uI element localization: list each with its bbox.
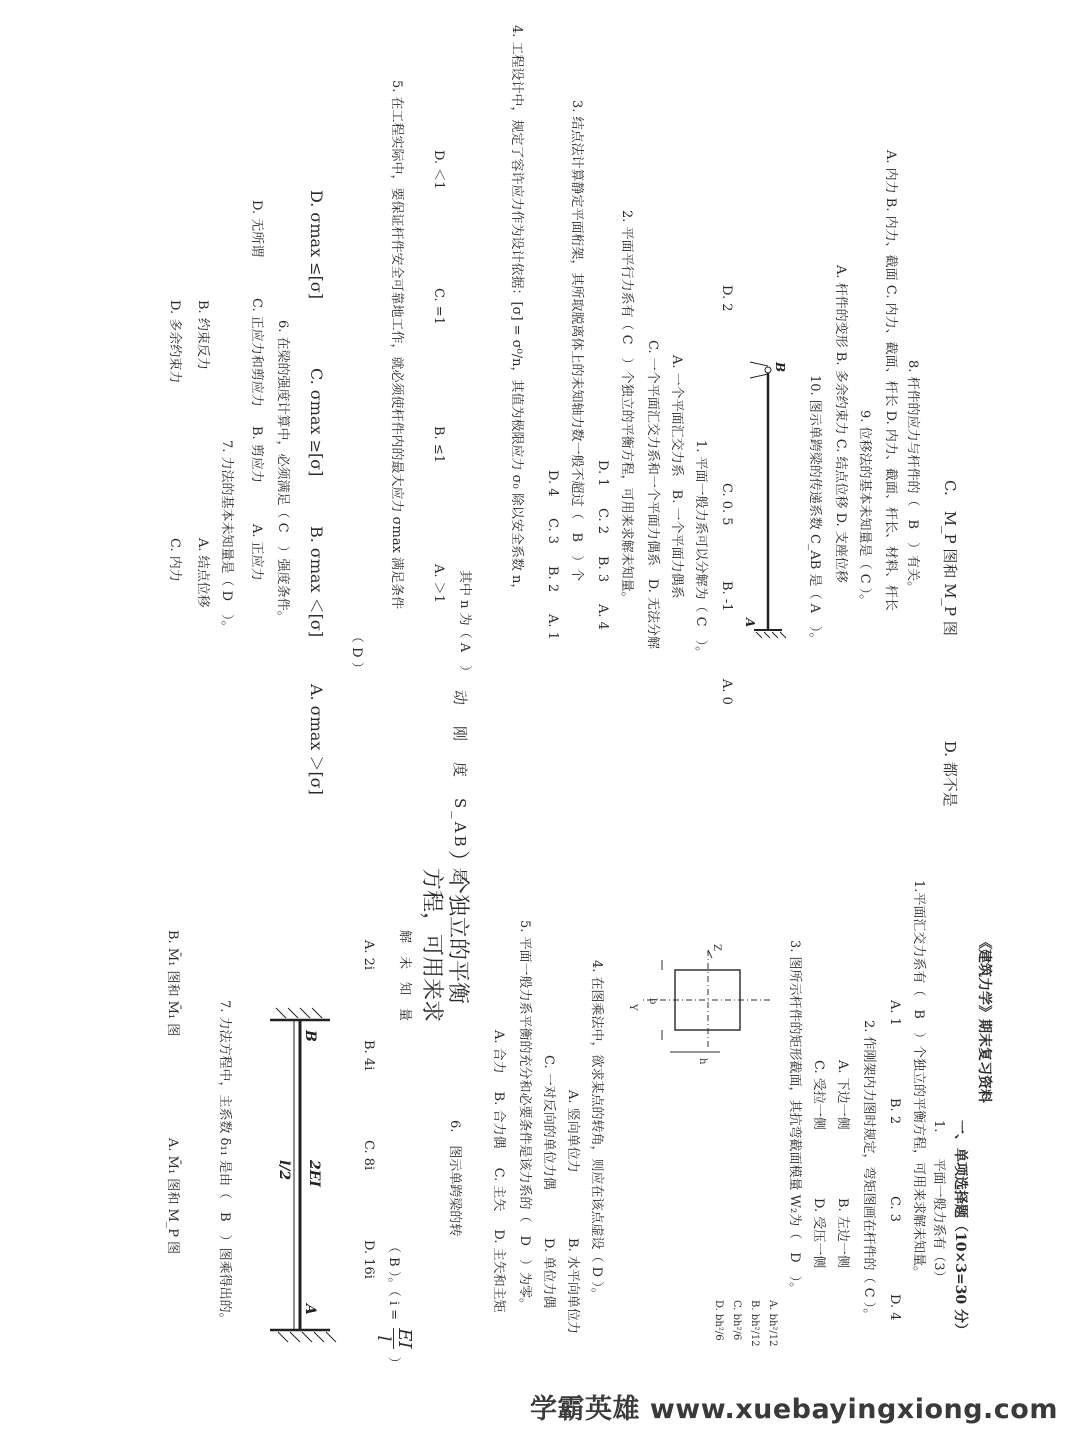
option: A. σmax ＞[σ] bbox=[307, 684, 326, 795]
option: D. 多余约束力 bbox=[167, 300, 182, 384]
q3-option-b: B. bh²/12 bbox=[749, 1300, 760, 1347]
option: B. 4i bbox=[361, 1040, 376, 1071]
part2-question-6-options bbox=[248, 200, 264, 622]
height-label: h bbox=[697, 1058, 708, 1065]
document-title: 《建筑力学》期末复习资料 bbox=[976, 935, 992, 1103]
option: A. ＞1 bbox=[431, 564, 446, 603]
question-10-options bbox=[718, 285, 734, 777]
option: C. σmax ≥[σ] bbox=[307, 368, 326, 477]
option: A. M̄₁ 图和 M_P 图 bbox=[165, 1138, 180, 1255]
option-d: D. 都不是 bbox=[941, 740, 959, 807]
option: B. 3 bbox=[595, 556, 610, 583]
end-b-label: B bbox=[773, 362, 787, 373]
question-3: 3. 图所示杆件的矩形截面，其抗弯截面模量 W₂为（ D ）。 bbox=[787, 940, 802, 1296]
q3-option-c: C. bh²/6 bbox=[731, 1300, 742, 1341]
axis-z-label: Z bbox=[711, 944, 722, 951]
footer-watermark: 学霸英雄 www.xuebayingxiong.com bbox=[529, 1394, 1058, 1425]
option: D. 4 bbox=[887, 1294, 902, 1321]
option: A. 4 bbox=[595, 604, 610, 630]
option: B. ≤1 bbox=[431, 426, 446, 463]
q3-option-a: A. bh²/12 bbox=[767, 1300, 778, 1347]
option: C. 3 bbox=[887, 1196, 902, 1223]
option: C. 受拉一侧 bbox=[811, 1060, 826, 1130]
cantilever-beam-figure bbox=[742, 360, 790, 640]
overlay-fragment-2: 方程，可用来求 bbox=[419, 868, 444, 1023]
option: B. 水平向单位力 bbox=[565, 1238, 580, 1334]
question-9-options: A. 杆件的变形 B. 多余约束力 C. 结点位移 D. 支座位移 bbox=[833, 265, 848, 583]
part2-question-3-options bbox=[544, 470, 560, 712]
question-9: 9. 位移法的基本未知量是（ C ）。 bbox=[857, 410, 872, 608]
support-b-label: A bbox=[302, 1304, 318, 1315]
option: B. σmax ＜[σ] bbox=[307, 526, 326, 638]
option: A. 0 bbox=[719, 679, 734, 705]
question-1: 1.平面汇交力系有（ B ）个独立的平衡方程，可用来求解未知量。 bbox=[911, 880, 926, 1279]
part2-question-2-options bbox=[594, 460, 610, 702]
fraction-numerator: EI bbox=[394, 1328, 415, 1349]
beam-ei-label: 2EI bbox=[306, 1160, 322, 1187]
part2-question-5-b: （ D ） bbox=[349, 630, 364, 675]
part2-question-4-options bbox=[430, 150, 446, 662]
option: D. 单位力偶 bbox=[541, 1238, 556, 1309]
option: D. ＜1 bbox=[431, 150, 446, 190]
part2-question-1: 1. 平面一般力系可以分解为（ C ）。 bbox=[693, 440, 708, 660]
option: D. 无所谓 bbox=[249, 200, 264, 258]
option-c-line bbox=[942, 480, 958, 807]
section-heading: 一、单项选择题（10×3=30 分） bbox=[952, 1120, 968, 1338]
part2-question-1-a: A. 一个平面汇交力系 B. 一个平面力偶系 bbox=[669, 355, 684, 599]
q6-close: ） bbox=[386, 1356, 401, 1370]
q6-prefix: （ B ）。（ i = bbox=[386, 1240, 401, 1321]
part2-question-5-options bbox=[308, 190, 324, 813]
part2-question-7-options-row1 bbox=[194, 300, 210, 636]
option: C. 0. 5 bbox=[719, 483, 734, 526]
option: A. 结点位移 bbox=[195, 538, 210, 608]
option: A. 1 bbox=[545, 614, 560, 640]
overlay-fragment-3: 解 未 知 量 bbox=[397, 930, 412, 1022]
beam-length-label: l/2 bbox=[276, 1160, 292, 1181]
option: C. 内力 bbox=[167, 538, 182, 582]
option: B. 左边一侧 bbox=[835, 1198, 850, 1268]
option-c: C. M_P 图和 M_P 图 bbox=[941, 480, 959, 636]
question-2: 2. 作刚架内力图时规定，弯矩图画在杆件的（ C ）。 bbox=[861, 1020, 876, 1322]
part2-question-7: 7. 力法的基本未知量是（ D ）。 bbox=[219, 440, 234, 634]
question-10: 10. 图示单跨梁的传递系数 C_AB 是（ A ）。 bbox=[807, 375, 822, 646]
axis-y-label: Y bbox=[627, 1004, 638, 1011]
option: C. 正应力和剪应力 bbox=[249, 298, 264, 407]
question-8: 8. 杆件的应力与杆件的（ B ）有关。 bbox=[905, 360, 920, 595]
support-a-label: B bbox=[302, 1030, 318, 1042]
option: B. 剪应力 bbox=[249, 426, 264, 483]
option: D. 4 bbox=[545, 470, 560, 497]
option: A. 下边一侧 bbox=[835, 1060, 850, 1130]
overlay-fragment-1: ）个独立的平衡 bbox=[445, 850, 470, 1005]
question-4: 4. 在图乘法中，欲求某点的转角，则应在该点虚设（ D ）。 bbox=[589, 960, 604, 1301]
option: C. 主矢 bbox=[491, 1167, 506, 1212]
option: B. 2 bbox=[545, 566, 560, 593]
overlay-fragment-4: 动 刚 度 S_AB 是 bbox=[451, 690, 469, 886]
part2-question-2: 2. 平面平行力系有（ C ）个独立的平衡方程，可用来求解未知量。 bbox=[619, 210, 634, 605]
option: A. 1 bbox=[887, 1000, 902, 1026]
fraction-denominator: l bbox=[373, 1335, 394, 1342]
option: C. 3 bbox=[545, 518, 560, 545]
option: B. 约束反力 bbox=[195, 300, 210, 370]
option: C. 一对反向的单位力偶 bbox=[541, 1055, 556, 1190]
q-line-1: 1. 平面一般力系有（3） bbox=[931, 1120, 946, 1284]
end-a-label: A bbox=[743, 618, 757, 628]
part2-question-3: 3. 结点法计算静定平面桁架，其所取脱离体上的未知轴力数一般不超过（ B ）个 bbox=[569, 100, 584, 582]
option: B. 2 bbox=[887, 1098, 902, 1125]
question-7: 7. 力法方程中，主系数 δ₁₁ 是由（ B ）图乘得出的。 bbox=[217, 1000, 232, 1326]
option: B. M̄₁ 图和 M̄₁ 图 bbox=[165, 930, 180, 1037]
part2-question-5: 5. 在工程实际中，要保证杆件安全可靠地工作，就必须使杆件内的最大应力 σmax 满足条件 bbox=[389, 80, 404, 610]
part2-question-4: 4. 工程设计中，规定了容许应力作为设计依据：[σ] = σ⁰/n，其值为极限应力 σ₀ 除以安全系数 n， bbox=[509, 25, 524, 597]
option: A. 2i bbox=[361, 940, 376, 971]
option: A. 竖向单位力 bbox=[565, 1090, 580, 1173]
question-6: 6. 图示单跨梁的转 bbox=[447, 1120, 462, 1237]
option: A. 合力 bbox=[491, 1030, 506, 1074]
option: C. =1 bbox=[431, 288, 446, 325]
option: D. 16i bbox=[361, 1240, 376, 1279]
q3-option-d: D. bh²/6 bbox=[713, 1300, 724, 1341]
part2-question-6: 6. 在梁的强度计算中，必须满足（ C ）强度条件。 bbox=[275, 320, 290, 624]
option: D. 2 bbox=[719, 285, 734, 312]
part2-question-4-b: 其中 n 为（ A ） bbox=[457, 570, 472, 679]
option: C. 2 bbox=[595, 508, 610, 535]
part2-question-7-options-row2 bbox=[166, 300, 182, 636]
option: D. 受压一侧 bbox=[811, 1198, 826, 1269]
width-label: b bbox=[647, 998, 658, 1005]
option: C. 8i bbox=[361, 1140, 376, 1171]
option: B. -1 bbox=[719, 581, 734, 612]
part2-question-1-c: C. 一个平面汇交力系和一个平面力偶系 D. 无法分解 bbox=[645, 340, 660, 649]
option: D. 1 bbox=[595, 460, 610, 487]
option: B. 合力偶 bbox=[491, 1091, 506, 1149]
question-5: 5. 平面一般力系平衡的充分和必要条件是该力系的（ D ）为零。 bbox=[517, 920, 532, 1311]
option: A. 正应力 bbox=[249, 524, 264, 581]
option: D. σmax ≤[σ] bbox=[307, 190, 326, 299]
question-8-options: A. 内力 B. 内力、截面 C. 内力、截面、杆长 D. 内力、截面、杆长、材料、杆长 bbox=[883, 150, 898, 611]
option: D. 主矢和主矩 bbox=[491, 1229, 506, 1313]
